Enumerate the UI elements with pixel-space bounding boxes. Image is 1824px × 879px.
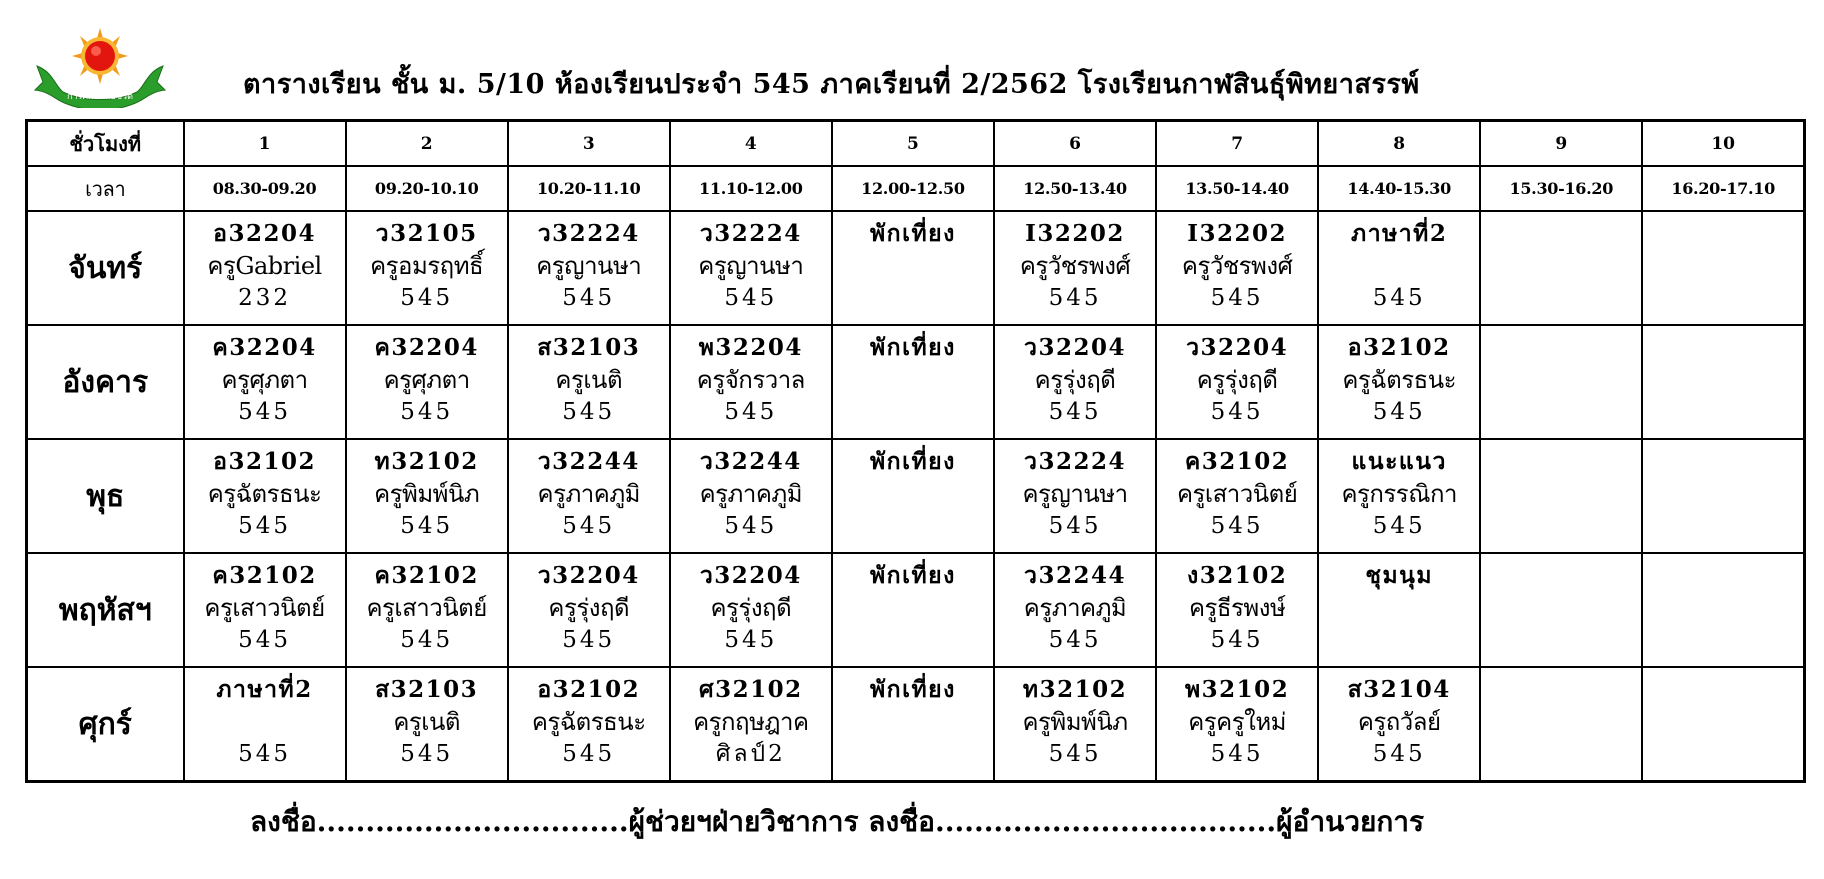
subject-code: ชุมนุม [1365, 562, 1434, 589]
period-header-row [27, 121, 1805, 167]
teacher-name: ครูฉัตรธนะ [1342, 366, 1457, 394]
room-number: 545 [562, 741, 616, 767]
schedule-cell [1480, 325, 1642, 439]
time-label: เวลา [27, 166, 184, 211]
subject-code: ว32224 [699, 220, 802, 247]
schedule-cell [1480, 211, 1642, 325]
schedule-cell [1480, 667, 1642, 782]
subject-code: อ32204 [213, 220, 316, 247]
logo-motto: การศึกษาคือชีวิต [67, 92, 133, 102]
day-name: พฤหัสฯ [27, 553, 184, 667]
room-number: 545 [238, 627, 291, 653]
room-number: 545 [562, 285, 616, 311]
teacher-name: ครูเนติ [393, 708, 460, 736]
teacher-name: ครูรุ่งฤดี [548, 594, 630, 622]
teacher-name: ครูญานษา [536, 252, 642, 280]
room-number: 545 [238, 513, 291, 539]
period-number: 9 [1480, 121, 1642, 167]
signature-line: ลงชื่อ................................ผู้ช่วยฯฝ่ายวิชาการ ลงชื่อ...................................ผู้อำนวยการ [250, 805, 1425, 838]
period-label: ชั่วโมงที่ [27, 121, 184, 167]
room-number: 545 [724, 627, 778, 653]
schedule-cell [994, 211, 1156, 325]
time-slot: 10.20-11.10 [508, 166, 670, 211]
teacher-name: ครูถวัลย์ [1357, 708, 1441, 736]
teacher-name: ครูญานษา [698, 252, 804, 280]
schedule-cell [1318, 439, 1480, 553]
subject-code: แนะแนว [1351, 448, 1447, 475]
room-number: 545 [1372, 741, 1426, 767]
teacher-name: ครูธีรพงษ์ [1188, 594, 1286, 622]
teacher-name: ครูฉัตรธนะ [531, 708, 646, 736]
schedule-cell [670, 211, 832, 325]
schedule-cell [508, 667, 670, 782]
schedule-cell [832, 325, 994, 439]
period-number: 7 [1156, 121, 1318, 167]
schedule-cell [508, 553, 670, 667]
teacher-name: ครูพิมพ์นิภ [1022, 708, 1128, 736]
teacher-name: ครูฉัตรธนะ [207, 480, 322, 508]
room-number: 545 [1048, 399, 1102, 425]
room-number: 545 [400, 399, 454, 425]
subject-code: ภาษาที่2 [216, 676, 313, 703]
subject-code: ว32224 [537, 220, 640, 247]
teacher-name: ครูGabriel [207, 252, 322, 280]
teacher-name: ครูเสาวนิตย์ [1176, 480, 1298, 508]
schedule-cell [1156, 439, 1318, 553]
schedule-cell [994, 553, 1156, 667]
teacher-name: ครูญานษา [1022, 480, 1128, 508]
page-title: ตารางเรียน ชั้น ม. 5/10 ห้องเรียนประจำ 545 ภาคเรียนที่ 2/2562 โรงเรียนกาฬสินธุ์พิทยาสรรพ์ [243, 69, 1420, 100]
room-number: 545 [1210, 627, 1264, 653]
schedule-cell [1318, 211, 1480, 325]
room-number: 545 [1048, 627, 1102, 653]
time-slot: 09.20-10.10 [346, 166, 508, 211]
period-number: 1 [184, 121, 346, 167]
day-row [27, 553, 1805, 667]
subject-code: อ32102 [1347, 334, 1451, 361]
period-number: 4 [670, 121, 832, 167]
teacher-name: ครูรุ่งฤดี [1196, 366, 1278, 394]
schedule-cell [508, 325, 670, 439]
room-number: 545 [562, 513, 616, 539]
schedule-cell [508, 439, 670, 553]
subject-code: ว32244 [699, 448, 802, 475]
period-number: 2 [346, 121, 508, 167]
room-number: 545 [1372, 399, 1426, 425]
subject-code: ว32204 [537, 562, 640, 589]
schedule-cell [184, 211, 346, 325]
schedule-cell [1480, 439, 1642, 553]
teacher-name: ครูภาคภูมิ [699, 480, 803, 508]
schedule-cell [508, 211, 670, 325]
schedule-cell [670, 439, 832, 553]
subject-code: ว32224 [1024, 448, 1126, 475]
teacher-name: ครูพิมพ์นิภ [374, 480, 480, 508]
subject-code: พักเที่ยง [870, 448, 956, 475]
period-number: 5 [832, 121, 994, 167]
room-number: 545 [1048, 513, 1102, 539]
subject-code: อ32102 [537, 676, 641, 703]
schedule-cell [1156, 325, 1318, 439]
teacher-name: ครูรุ่งฤดี [1034, 366, 1116, 394]
period-number: 6 [994, 121, 1156, 167]
room-number: 545 [1210, 741, 1264, 767]
subject-code: พักเที่ยง [870, 220, 956, 247]
schedule-cell [346, 553, 508, 667]
schedule-cell [184, 667, 346, 782]
subject-code: ค32204 [212, 334, 317, 361]
room-number: 232 [238, 285, 291, 311]
timetable [25, 119, 1806, 783]
schedule-cell [832, 667, 994, 782]
schedule-cell [832, 439, 994, 553]
time-slot: 11.10-12.00 [670, 166, 832, 211]
schedule-cell [1318, 325, 1480, 439]
teacher-name: ครูกรรณิกา [1341, 480, 1457, 508]
schedule-cell [346, 667, 508, 782]
schedule-cell [670, 667, 832, 782]
schedule-cell [670, 553, 832, 667]
subject-code: พ32102 [1185, 676, 1290, 703]
subject-code: ค32102 [212, 562, 317, 589]
period-number: 3 [508, 121, 670, 167]
schedule-cell [1318, 667, 1480, 782]
day-name: ศุกร์ [27, 667, 184, 782]
schedule-cell [184, 325, 346, 439]
schedule-cell [1642, 667, 1804, 782]
room-number: 545 [400, 627, 454, 653]
subject-code: พ32204 [698, 334, 803, 361]
time-slot: 16.20-17.10 [1642, 166, 1804, 211]
schedule-cell [184, 439, 346, 553]
schedule-cell [346, 439, 508, 553]
teacher-name: ครูเนติ [555, 366, 623, 394]
teacher-name: ครูรุ่งฤดี [710, 594, 792, 622]
room-number: 545 [1372, 513, 1426, 539]
subject-code: I32202 [1025, 220, 1125, 247]
schedule-cell [1642, 325, 1804, 439]
room-number: 545 [562, 399, 616, 425]
subject-code: ว32105 [375, 220, 478, 247]
period-number: 8 [1318, 121, 1480, 167]
time-slot: 13.50-14.40 [1156, 166, 1318, 211]
teacher-name: ครูวัชรพงศ์ [1181, 252, 1293, 280]
subject-code: พักเที่ยง [870, 334, 956, 361]
room-number: 545 [1210, 285, 1264, 311]
subject-code: ท32102 [374, 448, 479, 475]
subject-code: ส32104 [1347, 676, 1451, 703]
room-number: 545 [400, 285, 454, 311]
room-number: 545 [1048, 741, 1102, 767]
subject-code: ว32204 [1186, 334, 1289, 361]
teacher-name: ครูครูใหม่ [1188, 708, 1286, 736]
subject-code: พักเที่ยง [870, 562, 956, 589]
subject-code: อ32102 [213, 448, 316, 475]
room-number: 545 [400, 513, 454, 539]
time-slot: 15.30-16.20 [1480, 166, 1642, 211]
subject-code: ค32204 [374, 334, 479, 361]
period-number: 10 [1642, 121, 1804, 167]
teacher-name: ครูศุภตา [383, 366, 470, 394]
day-row [27, 325, 1805, 439]
subject-code: ส32103 [537, 334, 641, 361]
time-slot: 14.40-15.30 [1318, 166, 1480, 211]
teacher-name: ครูศุภตา [221, 366, 308, 394]
room-number: 545 [1372, 285, 1426, 311]
day-name: พุธ [27, 439, 184, 553]
teacher-name: ครูเสาวนิตย์ [204, 594, 325, 622]
schedule-cell [184, 553, 346, 667]
subject-code: ว32244 [1024, 562, 1126, 589]
room-number: 545 [238, 741, 291, 767]
teacher-name: ครูกฤษฎาค [693, 708, 809, 736]
schedule-cell [1318, 553, 1480, 667]
time-slot: 08.30-09.20 [184, 166, 346, 211]
room-number: 545 [1210, 399, 1264, 425]
teacher-name: ครูเสาวนิตย์ [366, 594, 487, 622]
schedule-cell [832, 211, 994, 325]
subject-code: ท32102 [1022, 676, 1128, 703]
subject-code: พักเที่ยง [870, 676, 956, 703]
subject-code: ค32102 [1184, 448, 1290, 475]
room-number: 545 [724, 399, 778, 425]
time-row [27, 166, 1805, 211]
schedule-cell [1480, 553, 1642, 667]
schedule-cell [1156, 211, 1318, 325]
room-number: 545 [238, 399, 291, 425]
subject-code: ภาษาที่2 [1351, 220, 1448, 247]
schedule-cell [670, 325, 832, 439]
subject-code: I32202 [1187, 220, 1287, 247]
subject-code: ศ32102 [699, 676, 803, 703]
room-number: ศิลป์2 [715, 741, 786, 767]
schedule-cell [1642, 439, 1804, 553]
room-number: 545 [724, 513, 778, 539]
schedule-cell [1642, 553, 1804, 667]
day-name: จันทร์ [27, 211, 184, 325]
teacher-name: ครูภาคภูมิ [537, 480, 640, 508]
schedule-cell [832, 553, 994, 667]
schedule-cell [994, 439, 1156, 553]
schedule-cell [994, 325, 1156, 439]
day-row [27, 211, 1805, 325]
schedule-cell [1156, 553, 1318, 667]
teacher-name: ครูอมรฤทธิ์ [370, 252, 484, 280]
room-number: 545 [1210, 513, 1264, 539]
subject-code: ค32102 [374, 562, 479, 589]
teacher-name: ครูจักรวาล [696, 366, 805, 394]
schedule-cell [1642, 211, 1804, 325]
schedule-cell [1156, 667, 1318, 782]
day-row [27, 439, 1805, 553]
day-row [27, 667, 1805, 782]
teacher-name: ครูวัชรพงศ์ [1019, 252, 1131, 280]
room-number: 545 [1048, 285, 1102, 311]
day-name: อังคาร [27, 325, 184, 439]
room-number: 545 [400, 741, 454, 767]
room-number: 545 [562, 627, 616, 653]
schedule-cell [346, 325, 508, 439]
time-slot: 12.50-13.40 [994, 166, 1156, 211]
teacher-name: ครูภาคภูมิ [1023, 594, 1127, 622]
schedule-cell [346, 211, 508, 325]
schedule-cell [994, 667, 1156, 782]
subject-code: ง32102 [1186, 562, 1288, 589]
subject-code: ว32244 [537, 448, 640, 475]
subject-code: ส32103 [375, 676, 479, 703]
time-slot: 12.00-12.50 [832, 166, 994, 211]
subject-code: ว32204 [1024, 334, 1126, 361]
room-number: 545 [724, 285, 778, 311]
subject-code: ว32204 [699, 562, 802, 589]
